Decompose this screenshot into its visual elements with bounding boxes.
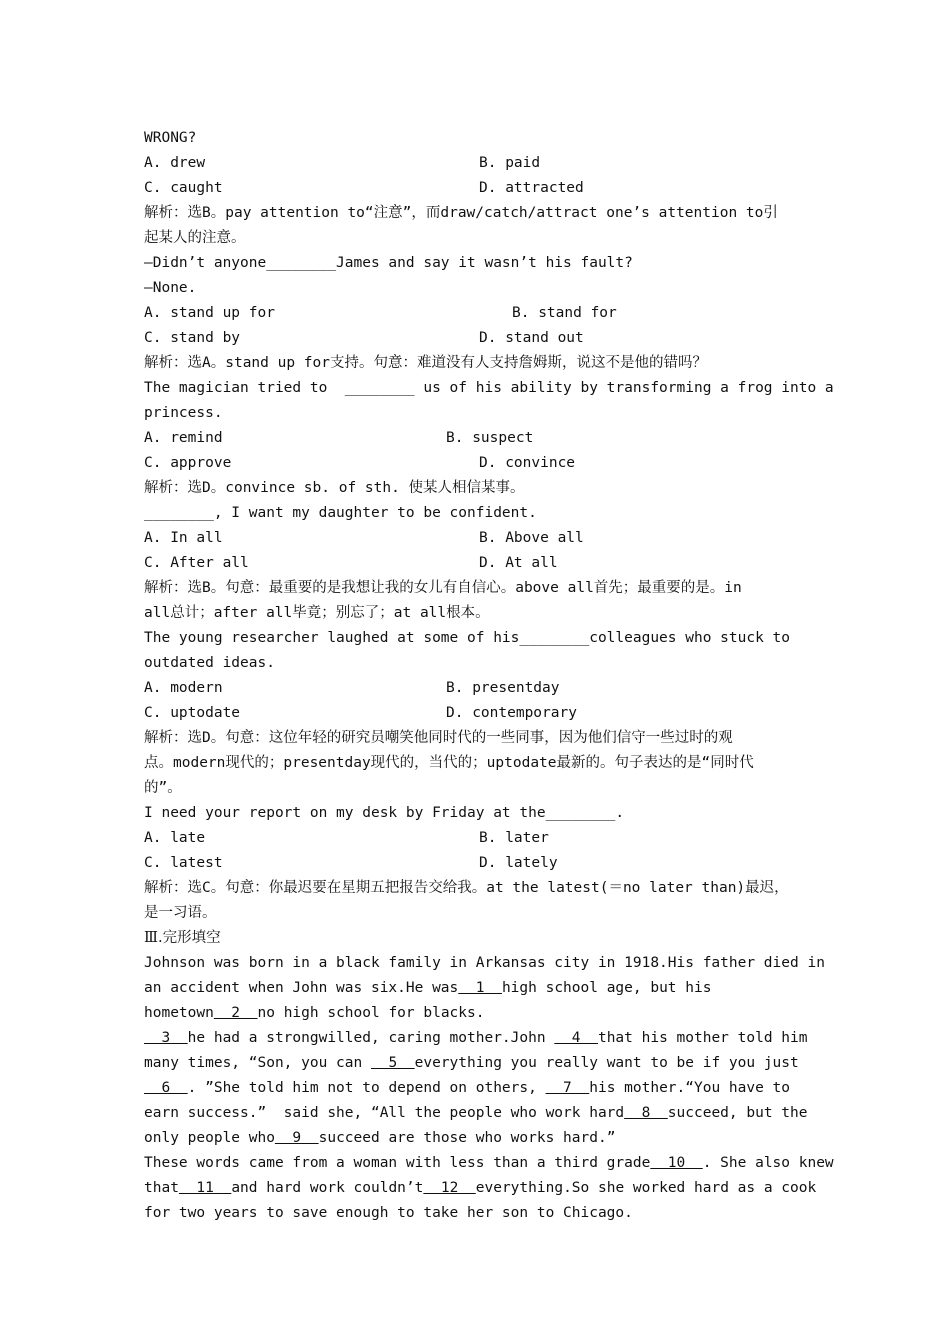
analysis-line: 点。modern现代的；presentday现代的，当代的；uptodate最新的。句子表达的是“同时代: [144, 755, 754, 771]
option-b: B. presentday: [446, 680, 560, 696]
option-d: D. stand out: [479, 330, 584, 346]
analysis-line: 解析：选B。pay attention to“注意”，而draw/catch/attract one’s attention to引: [144, 205, 778, 221]
section-heading: Ⅲ.完形填空: [144, 930, 221, 946]
analysis-line: 的”。: [144, 780, 182, 796]
option-a: A. remind: [144, 430, 223, 446]
option-row: [144, 826, 816, 851]
passage-text: only people who: [144, 1130, 275, 1146]
passage-text: succeed are those who works hard.”: [318, 1130, 616, 1146]
passage-text: These words came from a woman with less than a third grade: [144, 1155, 651, 1171]
option-row: [144, 151, 816, 176]
option-c: C. uptodate: [144, 705, 241, 721]
passage-text: everything.So she worked hard as a cook: [475, 1180, 817, 1196]
analysis-line: 解析：选C。句意：你最迟要在星期五把报告交给我。at the latest(＝no later than)最迟，: [144, 880, 789, 896]
passage-line: [144, 1051, 816, 1076]
blank-6: 6: [144, 1080, 188, 1096]
option-c: C. caught: [144, 180, 223, 196]
analysis-line: 解析：选B。句意：最重要的是我想让我的女儿有自信心。above all首先；最重要的是。in: [144, 580, 742, 596]
passage-text: that: [144, 1180, 179, 1196]
blank-12: 12: [423, 1180, 476, 1196]
passage-text: high school age, but his: [501, 980, 712, 996]
option-b: B. later: [479, 830, 549, 846]
analysis-line: all总计；after all毕竟；别忘了；at all根本。: [144, 605, 490, 621]
passage-text: . ”She told him not to depend on others,: [187, 1080, 546, 1096]
question-line: princess.: [144, 405, 223, 421]
passage-text: that his mother told him: [597, 1030, 808, 1046]
blank-11: 11: [178, 1180, 232, 1196]
document-content: [144, 126, 834, 1226]
passage-text: . She also knew: [702, 1155, 834, 1171]
option-a: A. drew: [144, 155, 206, 171]
passage-text: everything you really want to be if you just: [414, 1055, 799, 1071]
passage-text: succeed, but the: [667, 1105, 808, 1121]
passage-text: and hard work couldn’t: [231, 1180, 424, 1196]
passage-line: [144, 1026, 816, 1051]
option-c: C. stand by: [144, 330, 241, 346]
passage-text: his mother.“You have to: [589, 1080, 791, 1096]
blank-4: 4: [554, 1030, 598, 1046]
passage-text: earn success.” said she, “All the people who work hard: [144, 1105, 625, 1121]
option-a: A. In all: [144, 530, 223, 546]
question-line: —None.: [144, 280, 197, 296]
blank-10: 10: [650, 1155, 703, 1171]
option-d: D. attracted: [479, 180, 584, 196]
passage-line: [144, 1101, 816, 1126]
passage-text: he had a strongwilled, caring mother.John: [187, 1030, 555, 1046]
passage-line: [144, 1176, 816, 1201]
question-line: The young researcher laughed at some of his________colleagues who stuck to: [144, 630, 791, 646]
passage-line: Johnson was born in a black family in Arkansas city in 1918.His father died in: [144, 955, 825, 971]
option-b: B. Above all: [479, 530, 584, 546]
analysis-line: 解析：选D。句意：这位年轻的研究员嘲笑他同时代的一些同事，因为他们信守一些过时的观: [144, 730, 733, 746]
passage-line: [144, 1151, 834, 1176]
option-row: [144, 326, 816, 351]
option-c: C. approve: [144, 455, 232, 471]
option-row: [144, 676, 816, 701]
question-line: I need your report on my desk by Friday at the________.: [144, 805, 625, 821]
analysis-line: 解析：选D。convince sb. of sth. 使某人相信某事。: [144, 480, 525, 496]
blank-8: 8: [624, 1105, 668, 1121]
option-b: B. paid: [479, 155, 541, 171]
option-c: C. latest: [144, 855, 223, 871]
analysis-line: 解析：选A。stand up for支持。句意：难道没有人支持詹姆斯，说这不是他的错吗？: [144, 355, 707, 371]
passage-line: [144, 1076, 816, 1101]
option-d: D. contemporary: [446, 705, 577, 721]
option-d: D. lately: [479, 855, 558, 871]
option-row: [144, 426, 816, 451]
passage-line: [144, 976, 816, 1001]
passage-text: an accident when John was six.He was: [144, 980, 459, 996]
question-line: ________, I want my daughter to be confident.: [144, 505, 537, 521]
option-b: B. stand for: [512, 305, 617, 321]
question-line: —Didn’t anyone________James and say it wasn’t his fault?: [144, 255, 633, 271]
passage-line: for two years to save enough to take her son to Chicago.: [144, 1205, 633, 1221]
question-line: The magician tried to ________ us of his ability by transforming a frog into a: [144, 380, 834, 396]
analysis-line: 起某人的注意。: [144, 230, 246, 246]
text-line: WRONG?: [144, 130, 197, 146]
option-d: D. At all: [479, 555, 558, 571]
passage-text: hometown: [144, 1005, 214, 1021]
analysis-line: 是一习语。: [144, 905, 217, 921]
option-row: [144, 176, 816, 201]
option-a: A. stand up for: [144, 305, 275, 321]
option-row: [144, 451, 816, 476]
option-row: [144, 551, 816, 576]
option-row: [144, 701, 816, 726]
option-a: A. modern: [144, 680, 223, 696]
blank-9: 9: [274, 1130, 319, 1146]
passage-line: [144, 1126, 816, 1151]
blank-3: 3: [144, 1030, 188, 1046]
option-d: D. convince: [479, 455, 576, 471]
blank-1: 1: [458, 980, 502, 996]
passage-text: no high school for blacks.: [257, 1005, 485, 1021]
option-b: B. suspect: [446, 430, 534, 446]
blank-7: 7: [545, 1080, 590, 1096]
option-c: C. After all: [144, 555, 249, 571]
blank-2: 2: [213, 1005, 258, 1021]
passage-line: [144, 1001, 816, 1026]
option-row: [144, 526, 816, 551]
option-a: A. late: [144, 830, 206, 846]
option-row: [144, 851, 816, 876]
passage-text: many times, “Son, you can: [144, 1055, 371, 1071]
blank-5: 5: [370, 1055, 415, 1071]
question-line: outdated ideas.: [144, 655, 275, 671]
option-row: [144, 301, 816, 326]
